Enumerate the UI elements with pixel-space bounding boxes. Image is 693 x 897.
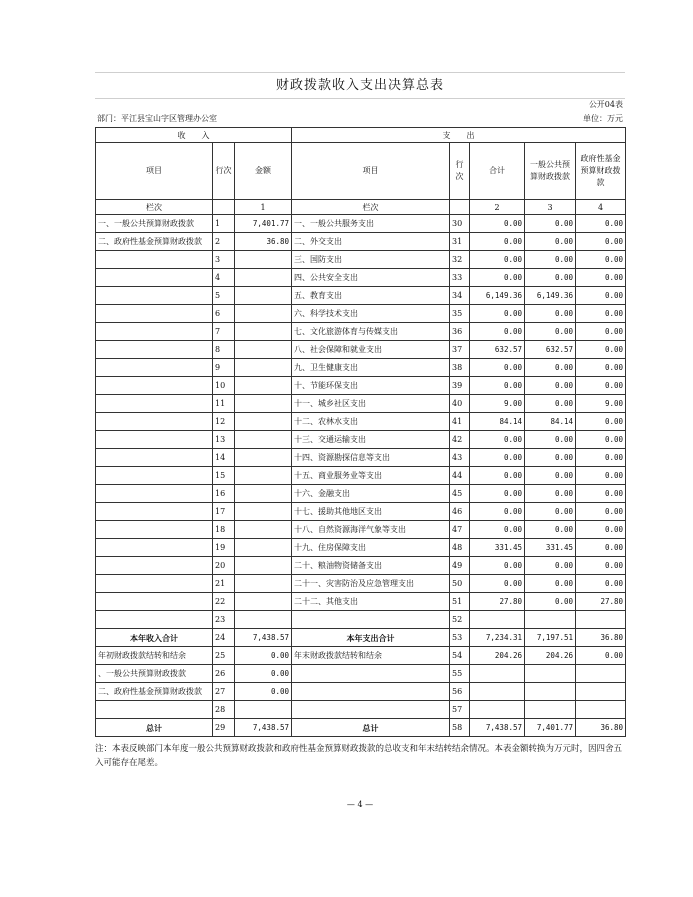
cell-in-amt bbox=[235, 287, 292, 305]
cell-fund: 0.00 bbox=[576, 341, 626, 359]
column-index-row bbox=[96, 200, 626, 215]
cell-total: 9.00 bbox=[470, 395, 525, 413]
cell-fund: 0.00 bbox=[576, 431, 626, 449]
col-item: 项目 bbox=[96, 143, 213, 200]
table-row bbox=[96, 395, 626, 413]
cell-general: 0.00 bbox=[525, 467, 576, 485]
cell-general: 0.00 bbox=[525, 359, 576, 377]
cell-out-no: 50 bbox=[450, 575, 470, 593]
cell-total: 0.00 bbox=[470, 359, 525, 377]
cell-fund: 0.00 bbox=[576, 305, 626, 323]
unit-label: 单位：万元 bbox=[583, 114, 623, 123]
cell-out-no: 49 bbox=[450, 557, 470, 575]
cell-in-amt bbox=[235, 521, 292, 539]
cell-out-no: 40 bbox=[450, 395, 470, 413]
cell-general: 0.00 bbox=[525, 431, 576, 449]
cell-fund: 0.00 bbox=[576, 539, 626, 557]
table-row bbox=[96, 269, 626, 287]
cell-in-no: 16 bbox=[213, 485, 235, 503]
cell-total: 0.00 bbox=[470, 377, 525, 395]
cell-in-no: 12 bbox=[213, 413, 235, 431]
summary-year-row: 本年收入合计 24 7,438.57 本年支出合计 53 7,234.31 7,197.51 36.80 bbox=[96, 629, 626, 647]
cell-in-no: 22 bbox=[213, 593, 235, 611]
cell-in-item bbox=[96, 503, 213, 521]
cell-fund: 27.80 bbox=[576, 593, 626, 611]
cell-general: 0.00 bbox=[525, 305, 576, 323]
cell-in-item bbox=[96, 431, 213, 449]
cell-out-no: 33 bbox=[450, 269, 470, 287]
col-index-1: 1 bbox=[235, 200, 292, 215]
cell-in-amt bbox=[235, 305, 292, 323]
cell-in-item bbox=[96, 521, 213, 539]
cell-in-item: 二、政府性基金预算财政拨款 bbox=[96, 233, 213, 251]
cell-fund bbox=[576, 611, 626, 629]
cell-in-amt: 36.80 bbox=[235, 233, 292, 251]
cell-out-item: 五、教育支出 bbox=[292, 287, 450, 305]
cell-out-no: 52 bbox=[450, 611, 470, 629]
expense-header: 支 出 bbox=[292, 128, 626, 143]
cell-in-amt bbox=[235, 251, 292, 269]
cell-fund: 0.00 bbox=[576, 485, 626, 503]
cell-in-amt bbox=[235, 323, 292, 341]
cell-general: 0.00 bbox=[525, 233, 576, 251]
cell-in-amt bbox=[235, 557, 292, 575]
cell-out-item: 九、卫生健康支出 bbox=[292, 359, 450, 377]
cell-in-item bbox=[96, 485, 213, 503]
cell-in-item: 一、一般公共预算财政拨款 bbox=[96, 215, 213, 233]
cell-general: 0.00 bbox=[525, 557, 576, 575]
cell-in-amt bbox=[235, 593, 292, 611]
cell-in-no: 10 bbox=[213, 377, 235, 395]
cell-in-amt bbox=[235, 395, 292, 413]
cell-out-item: 八、社会保障和就业支出 bbox=[292, 341, 450, 359]
cell-in-amt bbox=[235, 503, 292, 521]
summary-general-row: 、一般公共预算财政拨款 26 0.00 55 bbox=[96, 665, 626, 683]
table-row bbox=[96, 287, 626, 305]
cell-in-item bbox=[96, 269, 213, 287]
table-row bbox=[96, 377, 626, 395]
cell-general: 0.00 bbox=[525, 395, 576, 413]
table-row bbox=[96, 575, 626, 593]
cell-in-item bbox=[96, 251, 213, 269]
cell-in-no: 23 bbox=[213, 611, 235, 629]
cell-out-no: 34 bbox=[450, 287, 470, 305]
cell-general: 0.00 bbox=[525, 575, 576, 593]
cell-in-amt bbox=[235, 359, 292, 377]
cell-in-amt bbox=[235, 269, 292, 287]
cell-in-no: 7 bbox=[213, 323, 235, 341]
cell-in-amt bbox=[235, 341, 292, 359]
cell-out-no: 31 bbox=[450, 233, 470, 251]
cell-general: 632.57 bbox=[525, 341, 576, 359]
cell-fund: 0.00 bbox=[576, 467, 626, 485]
table-row bbox=[96, 611, 626, 629]
col-total: 合计 bbox=[470, 143, 525, 200]
cell-out-no: 37 bbox=[450, 341, 470, 359]
cell-out-no: 30 bbox=[450, 215, 470, 233]
cell-fund: 0.00 bbox=[576, 521, 626, 539]
cell-total: 84.14 bbox=[470, 413, 525, 431]
cell-out-no: 32 bbox=[450, 251, 470, 269]
summary-balance-row: 年初财政拨款结转和结余 25 0.00 年末财政拨款结转和结余 54 204.26 204.26 0.00 bbox=[96, 647, 626, 665]
cell-in-no: 5 bbox=[213, 287, 235, 305]
cell-in-no: 15 bbox=[213, 467, 235, 485]
cell-total: 0.00 bbox=[470, 575, 525, 593]
col-row-no: 行次 bbox=[213, 143, 235, 200]
cell-total: 0.00 bbox=[470, 449, 525, 467]
cell-in-amt bbox=[235, 485, 292, 503]
cell-total: 0.00 bbox=[470, 467, 525, 485]
cell-fund: 0.00 bbox=[576, 413, 626, 431]
cell-fund: 9.00 bbox=[576, 395, 626, 413]
cell-total: 27.80 bbox=[470, 593, 525, 611]
cell-in-amt bbox=[235, 467, 292, 485]
page-number: — 4 — bbox=[346, 800, 374, 809]
col-label: 栏次 bbox=[96, 200, 213, 215]
cell-total: 0.00 bbox=[470, 233, 525, 251]
table-row bbox=[96, 305, 626, 323]
cell-general: 0.00 bbox=[525, 323, 576, 341]
cell-in-item bbox=[96, 467, 213, 485]
cell-in-item bbox=[96, 323, 213, 341]
department-label: 部门：平江县宝山字区管理办公室 bbox=[97, 114, 217, 123]
cell-out-item: 十一、城乡社区支出 bbox=[292, 395, 450, 413]
grand-total-row: 总计 29 7,438.57 总计 58 7,438.57 7,401.77 36.80 bbox=[96, 719, 626, 737]
cell-total: 0.00 bbox=[470, 305, 525, 323]
cell-out-item: 十七、援助其他地区支出 bbox=[292, 503, 450, 521]
cell-total: 0.00 bbox=[470, 215, 525, 233]
cell-in-amt bbox=[235, 413, 292, 431]
finance-table bbox=[95, 127, 626, 737]
cell-out-no: 48 bbox=[450, 539, 470, 557]
cell-in-item bbox=[96, 359, 213, 377]
cell-out-item: 二、外交支出 bbox=[292, 233, 450, 251]
income-header: 收 入 bbox=[96, 128, 292, 143]
cell-out-item: 十八、自然资源海洋气象等支出 bbox=[292, 521, 450, 539]
col-general: 一般公共预算财政拨款 bbox=[525, 143, 576, 200]
cell-in-item bbox=[96, 539, 213, 557]
cell-total: 0.00 bbox=[470, 485, 525, 503]
cell-in-amt bbox=[235, 377, 292, 395]
cell-in-item bbox=[96, 593, 213, 611]
cell-fund: 0.00 bbox=[576, 269, 626, 287]
cell-out-no: 46 bbox=[450, 503, 470, 521]
cell-in-no: 18 bbox=[213, 521, 235, 539]
table-row bbox=[96, 485, 626, 503]
table-row bbox=[96, 413, 626, 431]
cell-total: 0.00 bbox=[470, 431, 525, 449]
cell-in-item bbox=[96, 287, 213, 305]
cell-in-no: 9 bbox=[213, 359, 235, 377]
cell-in-item bbox=[96, 341, 213, 359]
cell-general: 0.00 bbox=[525, 269, 576, 287]
table-row bbox=[96, 359, 626, 377]
cell-out-item: 十、节能环保支出 bbox=[292, 377, 450, 395]
cell-fund: 0.00 bbox=[576, 557, 626, 575]
report-title: 财政拨款收入支出决算总表 bbox=[95, 72, 625, 99]
cell-out-item: 十二、农林水支出 bbox=[292, 413, 450, 431]
table-row bbox=[96, 467, 626, 485]
cell-out-item: 十五、商业服务业等支出 bbox=[292, 467, 450, 485]
cell-in-no: 13 bbox=[213, 431, 235, 449]
cell-in-no: 21 bbox=[213, 575, 235, 593]
cell-in-no: 3 bbox=[213, 251, 235, 269]
table-row bbox=[96, 251, 626, 269]
summary-blank-row: 28 57 bbox=[96, 701, 626, 719]
cell-in-item bbox=[96, 611, 213, 629]
col-index-3: 3 bbox=[525, 200, 576, 215]
cell-general: 0.00 bbox=[525, 377, 576, 395]
cell-general: 0.00 bbox=[525, 503, 576, 521]
cell-fund: 0.00 bbox=[576, 449, 626, 467]
cell-in-amt bbox=[235, 449, 292, 467]
cell-total bbox=[470, 611, 525, 629]
cell-out-item: 十九、住房保障支出 bbox=[292, 539, 450, 557]
cell-fund: 0.00 bbox=[576, 215, 626, 233]
col-item2: 项目 bbox=[292, 143, 450, 200]
header-section-row bbox=[96, 128, 626, 143]
cell-general: 331.45 bbox=[525, 539, 576, 557]
table-row bbox=[96, 341, 626, 359]
cell-fund: 0.00 bbox=[576, 251, 626, 269]
cell-fund: 0.00 bbox=[576, 359, 626, 377]
cell-in-no: 8 bbox=[213, 341, 235, 359]
cell-out-no: 41 bbox=[450, 413, 470, 431]
footnote: 注：本表反映部门本年度一般公共预算财政拨款和政府性基金预算财政拨款的总收支和年末结转结余情况。本表金额转换为万元时，因四舍五入可能存在尾差。 bbox=[95, 744, 623, 768]
cell-out-item: 二十二、其他支出 bbox=[292, 593, 450, 611]
cell-out-item bbox=[292, 611, 450, 629]
cell-fund: 0.00 bbox=[576, 377, 626, 395]
cell-in-item bbox=[96, 377, 213, 395]
cell-total: 0.00 bbox=[470, 557, 525, 575]
cell-in-no: 4 bbox=[213, 269, 235, 287]
table-row bbox=[96, 323, 626, 341]
cell-out-no: 45 bbox=[450, 485, 470, 503]
cell-total: 6,149.36 bbox=[470, 287, 525, 305]
table-row bbox=[96, 521, 626, 539]
col-fund: 政府性基金预算财政拨款 bbox=[576, 143, 626, 200]
cell-total: 0.00 bbox=[470, 521, 525, 539]
cell-out-item: 二十、粮油物资储备支出 bbox=[292, 557, 450, 575]
cell-out-no: 35 bbox=[450, 305, 470, 323]
cell-in-no: 14 bbox=[213, 449, 235, 467]
col-label2: 栏次 bbox=[292, 200, 450, 215]
table-row bbox=[96, 233, 626, 251]
cell-general: 0.00 bbox=[525, 521, 576, 539]
cell-fund: 0.00 bbox=[576, 503, 626, 521]
cell-in-amt bbox=[235, 611, 292, 629]
cell-in-no: 6 bbox=[213, 305, 235, 323]
cell-out-item: 六、科学技术支出 bbox=[292, 305, 450, 323]
cell-out-no: 47 bbox=[450, 521, 470, 539]
table-row bbox=[96, 539, 626, 557]
table-row bbox=[96, 593, 626, 611]
cell-in-amt: 7,401.77 bbox=[235, 215, 292, 233]
col-row-no2: 行次 bbox=[450, 143, 470, 200]
cell-total: 0.00 bbox=[470, 503, 525, 521]
cell-out-item: 一、一般公共服务支出 bbox=[292, 215, 450, 233]
col-amount: 金额 bbox=[235, 143, 292, 200]
cell-out-no: 51 bbox=[450, 593, 470, 611]
cell-out-no: 44 bbox=[450, 467, 470, 485]
cell-general: 0.00 bbox=[525, 449, 576, 467]
cell-out-item: 二十一、灾害防治及应急管理支出 bbox=[292, 575, 450, 593]
cell-general: 0.00 bbox=[525, 251, 576, 269]
cell-total: 331.45 bbox=[470, 539, 525, 557]
cell-in-no: 1 bbox=[213, 215, 235, 233]
cell-in-no: 19 bbox=[213, 539, 235, 557]
cell-in-item bbox=[96, 575, 213, 593]
cell-in-no: 20 bbox=[213, 557, 235, 575]
cell-in-item bbox=[96, 413, 213, 431]
cell-general: 84.14 bbox=[525, 413, 576, 431]
cell-in-no: 11 bbox=[213, 395, 235, 413]
cell-general: 0.00 bbox=[525, 485, 576, 503]
cell-total: 0.00 bbox=[470, 269, 525, 287]
header-columns-row bbox=[96, 143, 626, 200]
cell-in-item bbox=[96, 305, 213, 323]
table-row bbox=[96, 557, 626, 575]
cell-out-item: 七、文化旅游体育与传媒支出 bbox=[292, 323, 450, 341]
cell-out-no: 42 bbox=[450, 431, 470, 449]
summary-fund-row: 二、政府性基金预算财政拨款 27 0.00 56 bbox=[96, 683, 626, 701]
cell-out-item: 十四、资源勘探信息等支出 bbox=[292, 449, 450, 467]
col-index-2: 2 bbox=[470, 200, 525, 215]
table-row bbox=[96, 215, 626, 233]
cell-total: 0.00 bbox=[470, 251, 525, 269]
cell-in-amt bbox=[235, 539, 292, 557]
cell-total: 632.57 bbox=[470, 341, 525, 359]
cell-in-item bbox=[96, 395, 213, 413]
table-row bbox=[96, 431, 626, 449]
cell-out-no: 38 bbox=[450, 359, 470, 377]
cell-in-item bbox=[96, 449, 213, 467]
cell-general: 0.00 bbox=[525, 593, 576, 611]
cell-out-item: 十三、交通运输支出 bbox=[292, 431, 450, 449]
cell-general: 6,149.36 bbox=[525, 287, 576, 305]
form-number: 公开04表 bbox=[588, 100, 623, 109]
cell-fund: 0.00 bbox=[576, 323, 626, 341]
cell-general: 0.00 bbox=[525, 215, 576, 233]
cell-fund: 0.00 bbox=[576, 233, 626, 251]
cell-in-amt bbox=[235, 575, 292, 593]
cell-in-amt bbox=[235, 431, 292, 449]
cell-out-no: 39 bbox=[450, 377, 470, 395]
cell-fund: 0.00 bbox=[576, 287, 626, 305]
cell-in-item bbox=[96, 557, 213, 575]
cell-total: 0.00 bbox=[470, 323, 525, 341]
cell-out-no: 43 bbox=[450, 449, 470, 467]
cell-fund: 0.00 bbox=[576, 575, 626, 593]
cell-out-item: 三、国防支出 bbox=[292, 251, 450, 269]
col-index-4: 4 bbox=[576, 200, 626, 215]
cell-in-no: 17 bbox=[213, 503, 235, 521]
cell-out-item: 十六、金融支出 bbox=[292, 485, 450, 503]
cell-in-no: 2 bbox=[213, 233, 235, 251]
table-row bbox=[96, 503, 626, 521]
cell-out-item: 四、公共安全支出 bbox=[292, 269, 450, 287]
table-row bbox=[96, 449, 626, 467]
cell-out-no: 36 bbox=[450, 323, 470, 341]
cell-general bbox=[525, 611, 576, 629]
